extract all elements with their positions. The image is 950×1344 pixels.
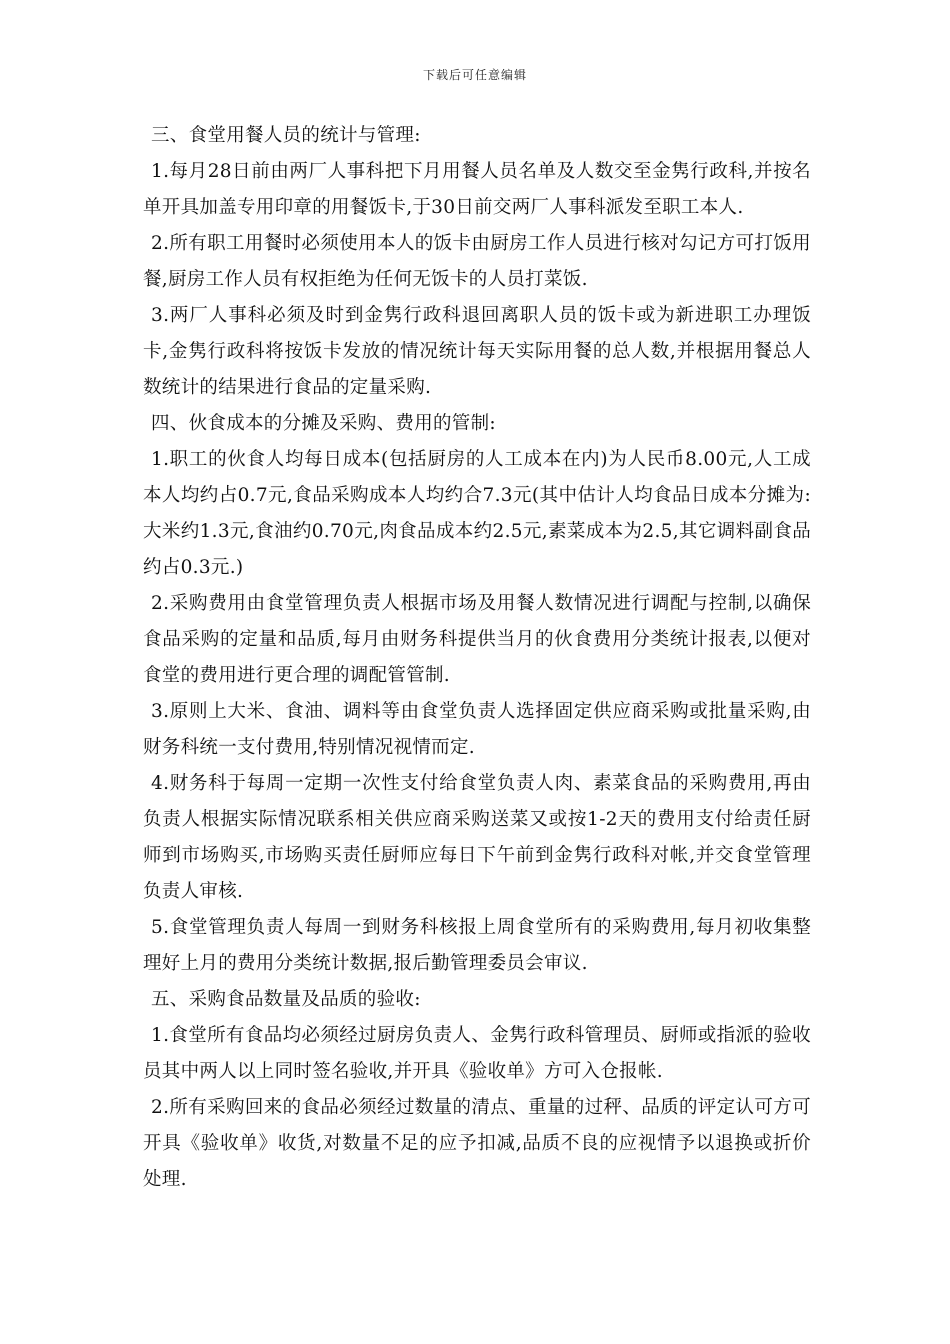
document-body	[143, 118, 811, 1198]
section-heading-4: 四、伙食成本的分摊及采购、费用的管制:	[151, 413, 496, 434]
paragraph: 1.职工的伙食人均每日成本(包括厨房的人工成本在内)为人民币8.00元,人工成本人均约占0.7元,食品采购成本人均约合7.3元(其中估计人均食品日成本分摊为:大米约1.3元,食油约0.70元,肉食品成本约2.5元,素菜成本为2.5,其它调料副食品约占0.3元.)	[143, 449, 811, 578]
paragraph: 1.食堂所有食品均必须经过厨房负责人、金隽行政科管理员、厨师或指派的验收员其中两人以上同时签名验收,并开具《验收单》方可入仓报帐.	[143, 1025, 811, 1082]
section-heading-3: 三、食堂用餐人员的统计与管理:	[151, 125, 421, 146]
page-header: 下载后可任意编辑	[422, 68, 527, 82]
paragraph: 2.采购费用由食堂管理负责人根据市场及用餐人数情况进行调配与控制,以确保食品采购的定量和品质,每月由财务科提供当月的伙食费用分类统计报表,以便对食堂的费用进行更合理的调配管管制.	[143, 593, 811, 686]
paragraph: 3.两厂人事科必须及时到金隽行政科退回离职人员的饭卡或为新进职工办理饭卡,金隽行政科将按饭卡发放的情况统计每天实际用餐的总人数,并根据用餐总人数统计的结果进行食品的定量采购.	[143, 305, 811, 398]
paragraph: 4.财务科于每周一定期一次性支付给食堂负责人肉、素菜食品的采购费用,再由负责人根据实际情况联系相关供应商采购送菜又或按1-2天的费用支付给责任厨师到市场购买,市场购买责任厨师应每日下午前到金隽行政科对帐,并交食堂管理负责人审核.	[143, 773, 811, 902]
paragraph: 2.所有职工用餐时必须使用本人的饭卡由厨房工作人员进行核对勾记方可打饭用餐,厨房工作人员有权拒绝为任何无饭卡的人员打菜饭.	[143, 233, 811, 290]
paragraph: 3.原则上大米、食油、调料等由食堂负责人选择固定供应商采购或批量采购,由财务科统一支付费用,特别情况视情而定.	[143, 701, 811, 758]
section-heading-5: 五、采购食品数量及品质的验收:	[151, 989, 421, 1010]
paragraph: 5.食堂管理负责人每周一到财务科核报上周食堂所有的采购费用,每月初收集整理好上月的费用分类统计数据,报后勤管理委员会审议.	[143, 917, 811, 974]
paragraph: 2.所有采购回来的食品必须经过数量的清点、重量的过秤、品质的评定认可方可开具《验收单》收货,对数量不足的应予扣减,品质不良的应视情予以退换或折价处理.	[143, 1097, 811, 1190]
paragraph: 1.每月28日前由两厂人事科把下月用餐人员名单及人数交至金隽行政科,并按名单开具加盖专用印章的用餐饭卡,于30日前交两厂人事科派发至职工本人.	[143, 161, 811, 218]
